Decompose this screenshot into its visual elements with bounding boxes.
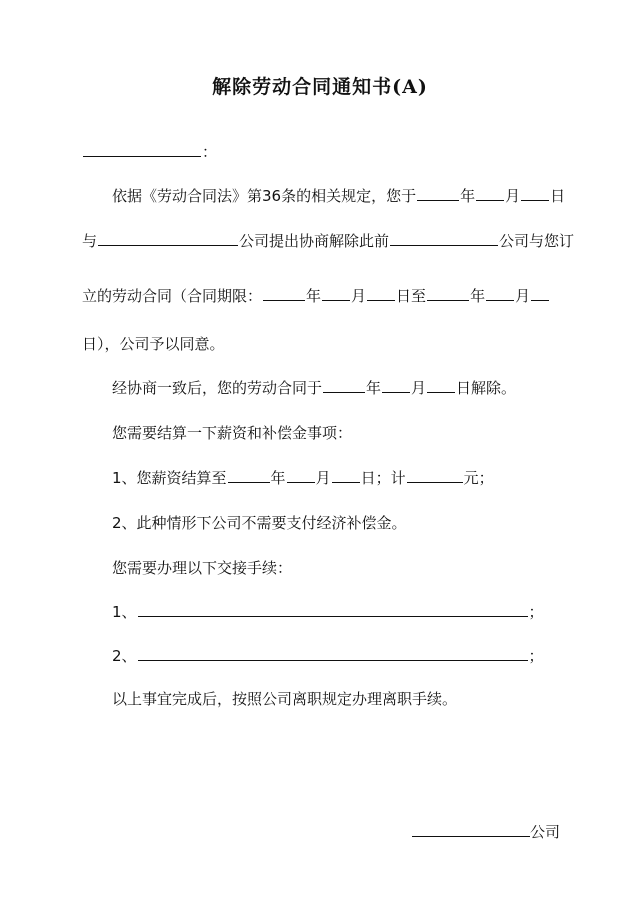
signature-line <box>412 822 560 842</box>
paragraph-1 <box>112 186 565 206</box>
recipient-colon: ： <box>202 143 218 161</box>
recipient-blank[interactable] <box>83 142 201 157</box>
p3-day-to: 日至 <box>396 287 427 305</box>
p3-year2-label: 年 <box>470 287 486 305</box>
p3-year-label: 年 <box>306 287 322 305</box>
p5-year-label: 年 <box>366 379 382 397</box>
p5-start: 经协商一致后，您的劳动合同于 <box>112 379 323 397</box>
p1-intro: 依据《劳动合同法》第36条的相关规定，您于 <box>112 187 417 205</box>
p2-end: 公司与您订 <box>499 232 575 250</box>
paragraph-7 <box>112 468 494 488</box>
paragraph-9: 您需要办理以下交接手续： <box>112 559 293 577</box>
p3-day2-blank[interactable] <box>531 286 549 301</box>
p3-month2-blank[interactable] <box>486 286 514 301</box>
item2-blank[interactable] <box>138 646 528 661</box>
p3-day-blank[interactable] <box>367 286 395 301</box>
p3-month-blank[interactable] <box>322 286 350 301</box>
p7-day-total: 日；计 <box>360 469 406 487</box>
item2-end: ； <box>528 647 544 665</box>
p2-company-blank[interactable] <box>98 231 238 246</box>
p1-month-label: 月 <box>505 187 521 205</box>
p7-month-label: 月 <box>315 469 331 487</box>
p1-year-blank[interactable] <box>417 186 459 201</box>
p5-month-blank[interactable] <box>382 378 410 393</box>
p7-yuan: 元； <box>463 469 494 487</box>
p7-month-blank[interactable] <box>287 468 315 483</box>
p3-month2-label: 月 <box>515 287 531 305</box>
paragraph-6: 您需要结算一下薪资和补偿金事项： <box>112 424 353 442</box>
item1-number: 1、 <box>112 603 137 621</box>
paragraph-3 <box>82 286 550 306</box>
handover-item-2 <box>112 646 544 666</box>
paragraph-10: 以上事宜完成后，按照公司离职规定办理离职手续。 <box>112 690 458 708</box>
p3-month-label: 月 <box>351 287 367 305</box>
signature-company-label: 公司 <box>530 823 561 841</box>
recipient-line <box>82 142 217 162</box>
p3-year2-blank[interactable] <box>427 286 469 301</box>
p7-year-label: 年 <box>270 469 286 487</box>
paragraph-2 <box>82 231 574 251</box>
paragraph-8: 2、此种情形下公司不需要支付经济补偿金。 <box>112 514 407 532</box>
p7-amount-blank[interactable] <box>407 468 463 483</box>
p7-day-blank[interactable] <box>332 468 360 483</box>
p5-year-blank[interactable] <box>323 378 365 393</box>
p2-start: 与 <box>82 232 98 250</box>
p3-start: 立的劳动合同（合同期限： <box>82 287 263 305</box>
signature-company-blank[interactable] <box>412 822 530 837</box>
p1-month-blank[interactable] <box>476 186 504 201</box>
p7-start: 1、您薪资结算至 <box>112 469 227 487</box>
p2-mid: 公司提出协商解除此前 <box>239 232 390 250</box>
item2-number: 2、 <box>112 647 137 665</box>
document-title: 解除劳动合同通知书(A) <box>212 76 428 98</box>
item1-blank[interactable] <box>138 602 528 617</box>
paragraph-4: 日），公司予以同意。 <box>82 335 225 353</box>
p2-company2-blank[interactable] <box>390 231 498 246</box>
p5-day-blank[interactable] <box>427 378 455 393</box>
p3-year-blank[interactable] <box>263 286 305 301</box>
p1-day-label: 日 <box>550 187 566 205</box>
p1-year-label: 年 <box>460 187 476 205</box>
p1-day-blank[interactable] <box>521 186 549 201</box>
p7-year-blank[interactable] <box>228 468 270 483</box>
handover-item-1 <box>112 602 544 622</box>
paragraph-5 <box>112 378 516 398</box>
item1-end: ； <box>528 603 544 621</box>
p5-month-label: 月 <box>411 379 427 397</box>
p5-end: 日解除。 <box>456 379 517 397</box>
